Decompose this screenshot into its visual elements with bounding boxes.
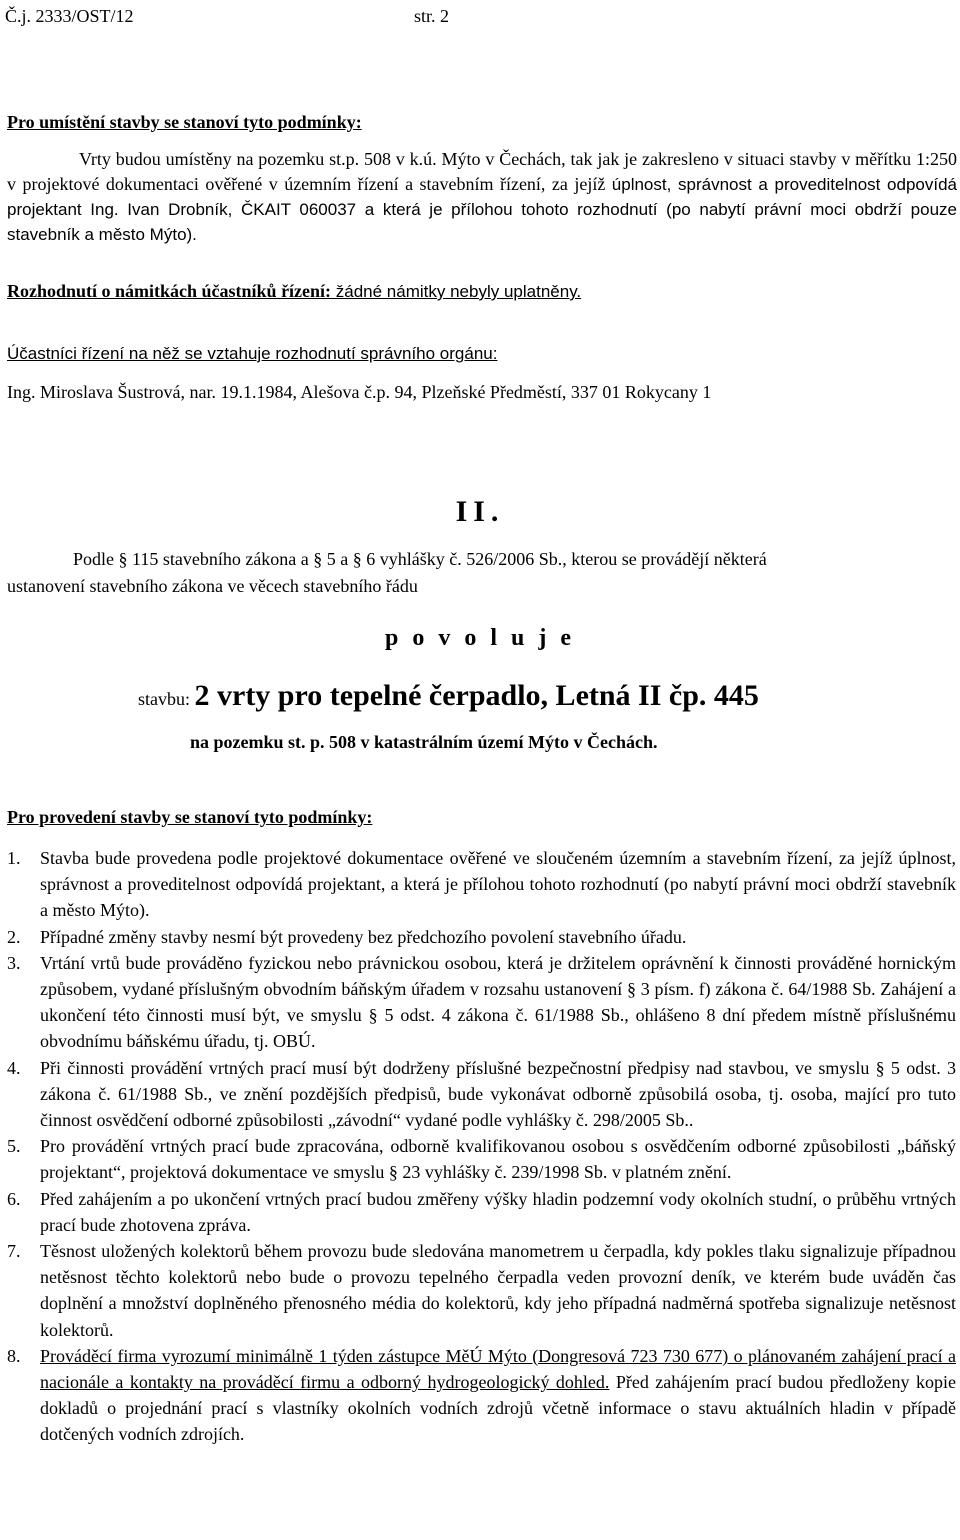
objections-paragraph (7, 279, 957, 304)
construction-conditions-heading: Pro provedení stavby se stanoví tyto podmínky: (7, 807, 373, 827)
condition-text: Případné změny stavby nesmí být provedeny bez předchozího povolení stavebního úřadu. (40, 926, 687, 947)
condition-item (7, 950, 956, 1055)
legal-basis-line2: ustanovení stavebního zákona ve věcech stavebního řádu (7, 576, 418, 596)
condition-item (7, 845, 956, 924)
permit-verb: p o v o l u j e (384, 625, 575, 651)
condition-number: 8. (7, 1345, 21, 1366)
condition-item (7, 924, 956, 950)
condition-number: 6. (7, 1188, 21, 1209)
placement-text-part1: Vrty budou umístěny na pozemku st.p. 508 v k.ú. Mýto v Čechách, tak jak je zakresleno v situaci stavby v měřítku 1:250 v projektové dokumentaci ověřené v územním řízení a stavebním řízení, za jejíž (7, 149, 957, 194)
condition-number: 1. (7, 848, 21, 868)
legal-basis-line1: Podle § 115 stavebního zákona a § 5 a § 6 vyhlášky č. 526/2006 Sb., kterou se provádějí některá (73, 549, 767, 569)
condition-number: 7. (7, 1241, 21, 1262)
page-number: str. 2 (414, 6, 450, 26)
reference-number: Č.j. 2333/OST/12 (5, 6, 134, 26)
condition-item (7, 1238, 956, 1343)
condition-number: 2. (7, 926, 21, 947)
placement-conditions-heading: Pro umístění stavby se stanoví tyto podmínky: (7, 112, 362, 132)
construction-label: stavbu: (138, 689, 195, 709)
condition-number: 5. (7, 1136, 21, 1157)
condition-text: Před zahájením prací budou předloženy kopie dokladů o projednání prací s vlastníky okolních vodních zdrojů včetně informace o stavu aktuálních hladin v případě dotčených vodních zdrojích. (40, 1372, 956, 1445)
condition-text: Před zahájením a po ukončení vrtných prací budou změřeny výšky hladin podzemní vody okolních studní, o průběhu vrtných prací bude zhotovena zpráva. (40, 1188, 956, 1235)
page-header (5, 4, 450, 28)
condition-text: Vrtání vrtů bude prováděno fyzickou nebo právnickou osobou, která je držitelem oprávnění k činnosti prováděné hornickým způsobem, vydané příslušným obvodním báňským úřadem v rozsahu ustanovení § 3 písm. f) zákona č. 64/1988 Sb. Zahájení a ukončení této činnosti musí být, ve smyslu § 5 odst. 4 zákona č. 61/1988 Sb., ohlášeno 8 dní předem místně příslušnému obvodnímu báňskému úřadu, tj. OBÚ. (40, 952, 956, 1052)
condition-item (7, 1133, 956, 1185)
construction-name-line (138, 679, 938, 712)
notification-requirement: Prováděcí firma vyrozumí minimálně 1 týden zástupce MěÚ Mýto (Dongresová 723 730 677) o plánovaném zahájení prací a nacionále a kontakty na prováděcí firmu a odborný hydrogeologický dohled. (40, 1345, 956, 1393)
condition-number: 4. (7, 1057, 21, 1078)
condition-item (7, 1343, 956, 1448)
placement-paragraph (7, 147, 957, 247)
construction-location: na pozemku st. p. 508 v katastrálním území Mýto v Čechách. (190, 732, 658, 752)
conditions-list (7, 845, 956, 1448)
condition-item (7, 1186, 956, 1238)
participants-heading: Účastníci řízení na něž se vztahuje rozhodnutí správního orgánu: (7, 344, 498, 363)
objections-text: žádné námitky nebyly uplatněny. (331, 282, 582, 301)
condition-text: Při činnosti provádění vrtných prací musí být dodrženy příslušné bezpečnostní předpisy nad stavbou, ve smyslu § 5 odst. 3 zákona č. 61/1988 Sb., ve znění pozdějších předpisů, bude vykonávat odborně způsobilá osoba, tj. osoba, mající pro tuto činnost osvědčení odborné způsobilosti „závodní“ vydané podle vyhlášky č. 298/2005 Sb.. (40, 1057, 956, 1131)
construction-name: 2 vrty pro tepelné čerpadlo, Letná II čp. 445 (194, 679, 759, 712)
condition-text: Stavba bude provedena podle projektové dokumentace ověřené ve sloučeném územním a stavebním řízení, za jejíž úplnost, správnost a proveditelnost odpovídá projektant, a která je přílohou tohoto rozhodnutí (po nabytí právní moci obdrží stavebník a město Mýto). (40, 848, 956, 921)
condition-number: 3. (7, 952, 21, 973)
condition-text: Pro provádění vrtných prací bude zpracována, odborně kvalifikovanou osobou s osvědčením odborné způsobilosti „báňský projektant“, projektová dokumentace ve smyslu § 23 vyhlášky č. 239/1998 Sb. v platném znění. (40, 1136, 956, 1183)
participants-text: Ing. Miroslava Šustrová, nar. 19.1.1984, Alešova č.p. 94, Plzeňské Předměstí, 337 01 Rokycany 1 (7, 382, 712, 402)
condition-item (7, 1055, 956, 1134)
objections-label: Rozhodnutí o námitkách účastníků řízení: (7, 281, 332, 301)
section-roman-numeral: II. (455, 495, 505, 528)
placement-text-part2: úplnost, správnost a proveditelnost odpovídá projektant Ing. Ivan Drobník, ČKAIT 060037 a která je přílohou tohoto rozhodnutí (po nabytí právní moci obdrží pouze stavebník a město Mýto). (7, 175, 957, 244)
condition-text: Těsnost uložených kolektorů během provozu bude sledována manometrem u čerpadla, kdy pokles tlaku signalizuje případnou netěsnost těchto kolektorů nebo bude o provozu tepelného čerpadla veden provozní deník, ve kterém bude uváděn čas doplnění a množství doplněného přenosného média do kolektorů, kdy jeho případná nadměrná spotřeba signalizuje netěsnost kolektorů. (40, 1241, 956, 1340)
